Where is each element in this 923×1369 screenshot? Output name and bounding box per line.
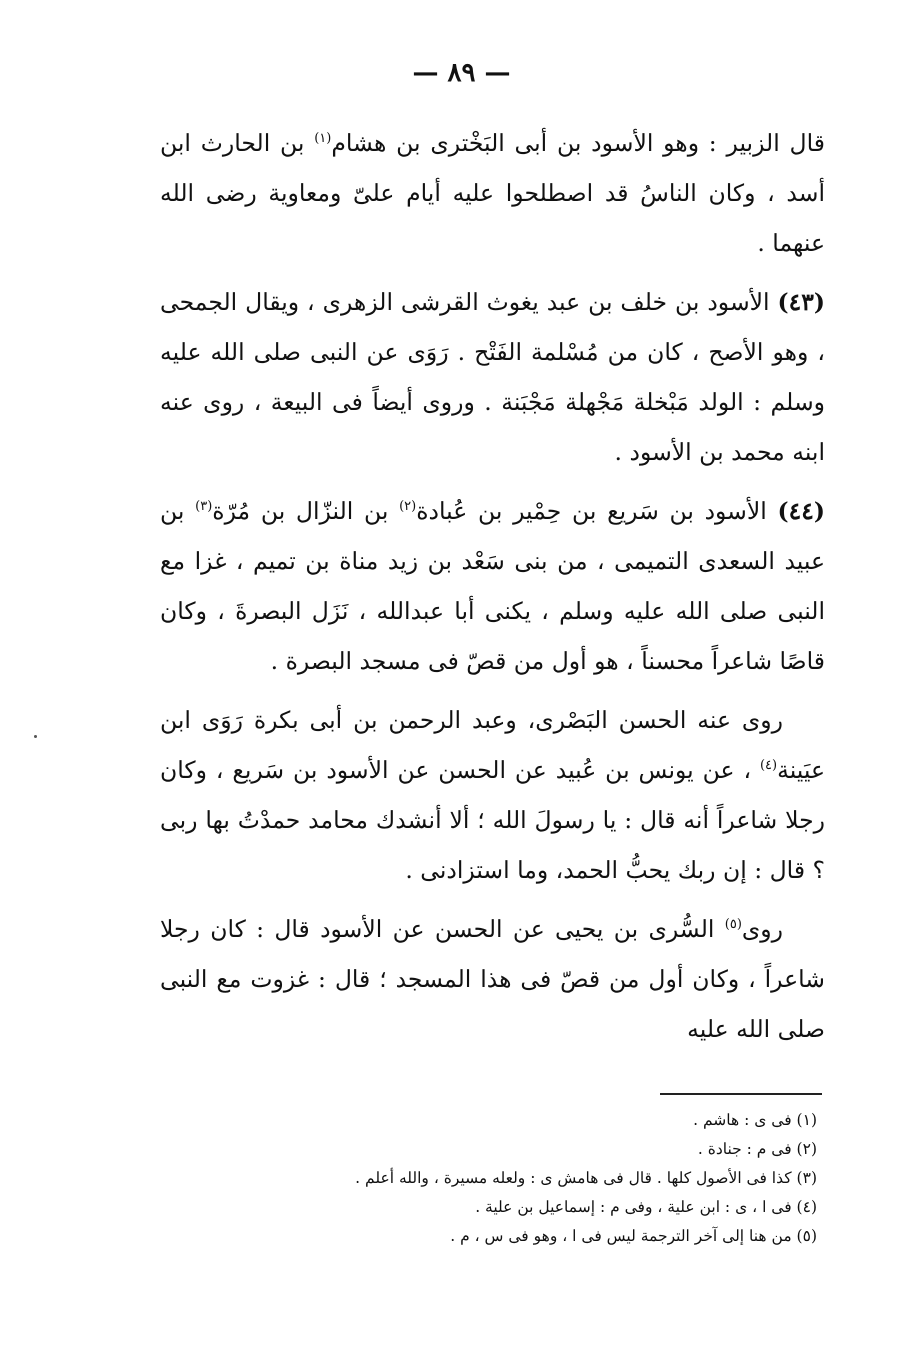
paragraph-p4: [160, 695, 825, 895]
footnote-reference: (١): [314, 131, 332, 147]
footnote-reference: (٣): [195, 499, 213, 515]
footnote-divider: [660, 1093, 822, 1095]
text-run: ، عن يونس بن عُبيد عن الحسن عن الأسود بن سَريع ، وكان رجلا شاعراً أنه قال : يا رسولَ الله ؛ ألا أنشدك محامد حمدْتُ بها ربى ؟ قال : إن ربك يحبُّ الحمد، وما استزادنى .: [160, 756, 825, 884]
text-run: بن الحارث ابن أسد ، وكان الناسُ قد اصطلحوا عليه أيام علىّ ومعاوية رضى الله عنهما .: [160, 129, 825, 257]
entry-number: (٤٣): [777, 288, 825, 316]
footnote-reference: (٤): [759, 758, 778, 774]
main-text: [160, 118, 825, 1063]
paragraph-p3: [160, 486, 825, 686]
text-run: بن النزّال بن مُرّة: [212, 497, 400, 525]
scan-speck: [34, 735, 37, 738]
entry-number: (٤٤): [777, 497, 825, 525]
text-run: روى: [741, 915, 783, 943]
text-run: قال الزبير : وهو الأسود بن أبى البَخْترى بن هشام: [331, 129, 825, 157]
text-run: روى عنه الحسن البَصْرى، وعبد الرحمن بن أبى بكرة رَوَى ابن عيَينة: [160, 706, 825, 784]
footnote-5: (٥) من هنا إلى آخر الترجمة ليس فى ا ، وهو فى س ، م .: [450, 1227, 817, 1245]
footnote-3: (٣) كذا فى الأصول كلها . قال فى هامش ى : ولعله مسيرة ، والله أعلم .: [355, 1169, 817, 1187]
footnotes: [180, 1106, 825, 1251]
footnote-reference: (٥): [724, 917, 742, 933]
footnote-reference: (٢): [399, 499, 417, 515]
footnote-1: (١) فى ى : هاشم .: [693, 1111, 817, 1129]
text-run: بن عبيد السعدى التميمى ، من بنى سَعْد بن زيد مناة بن تميم ، غزا مع النبى صلى الله عليه وسلم ، يكنى أبا عبدالله ، نَزَل البصرةَ ، وكان قاصًا شاعراً محسناً ، هو أول من قصّ فى مسجد البصرة .: [160, 497, 825, 675]
footnote-2: (٢) فى م : جنادة .: [697, 1140, 817, 1158]
paragraph-p1: [160, 118, 825, 268]
paragraph-p5: [160, 904, 825, 1054]
paragraph-p2: [160, 277, 825, 477]
footnote-4: (٤) فى ا ، ى : ابن علية ، وفى م : إسماعيل بن علية .: [475, 1198, 817, 1216]
text-run: السُّرى بن يحيى عن الحسن عن الأسود قال : كان رجلا شاعراً ، وكان أول من قصّ فى هذا المسجد ؛ قال : غزوت مع النبى صلى الله عليه: [160, 915, 825, 1043]
text-run: الأسود بن خلف بن عبد يغوث القرشى الزهرى ، ويقال الجمحى ، وهو الأصح ، كان من مُسْلمة الفَتْح . رَوَى عن النبى صلى الله عليه وسلم : الولد مَبْخلة مَجْهلة مَجْبَنة . وروى أيضاً فى البيعة ، روى عنه ابنه محمد بن الأسود .: [160, 288, 825, 466]
page-number: — ٨٩ —: [412, 58, 511, 88]
text-run: الأسود بن سَريع بن حِمْير بن عُبادة: [416, 497, 778, 525]
